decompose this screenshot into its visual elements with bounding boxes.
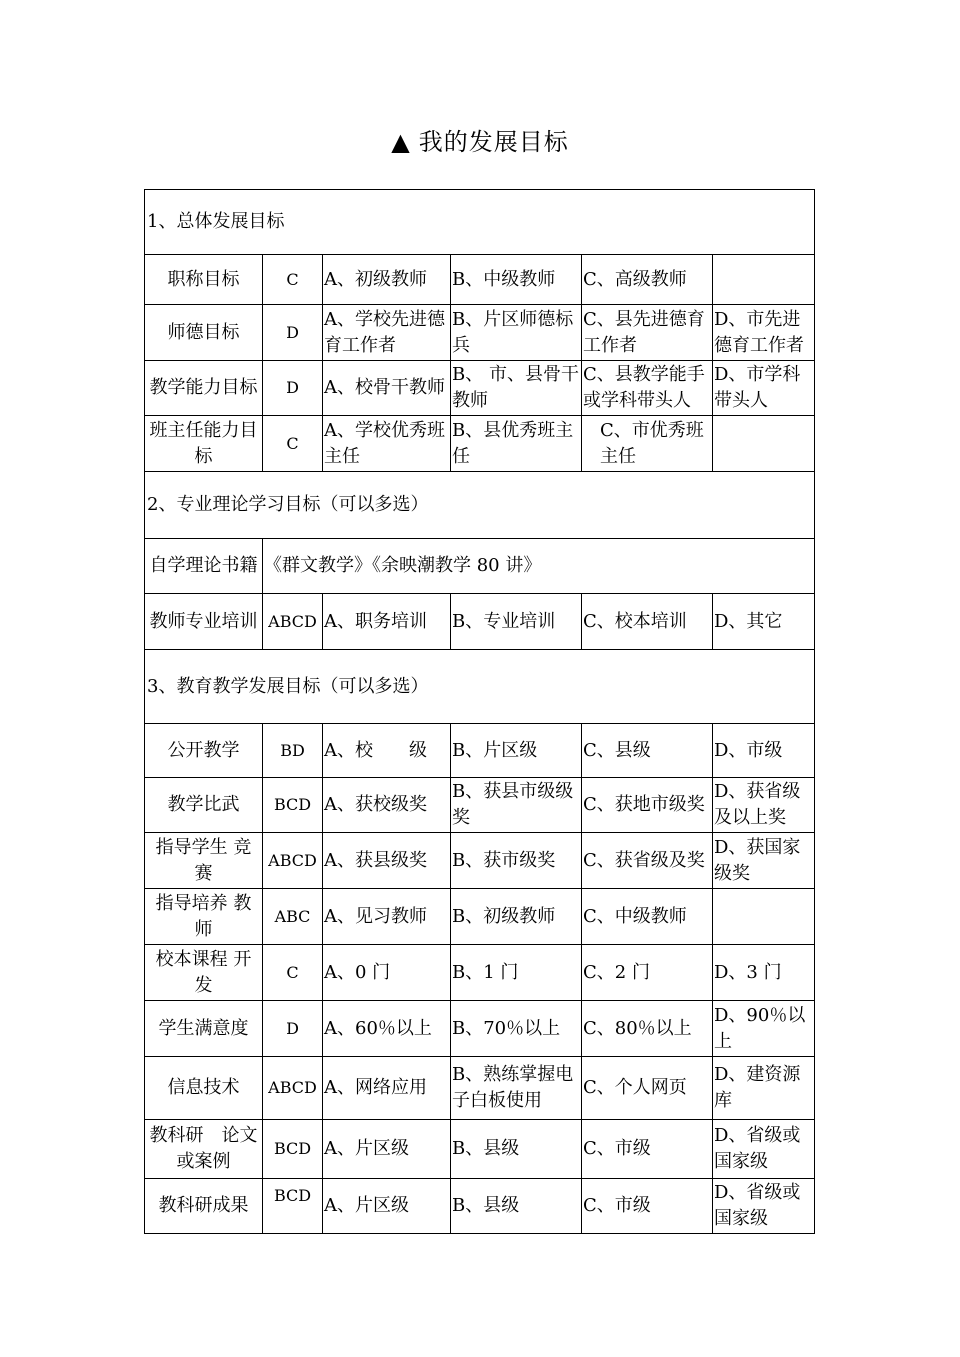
row-label: 指导学生 竞赛: [145, 833, 263, 889]
option-b: B、70％以上: [451, 1001, 582, 1057]
option-a: A、校骨干教师: [323, 361, 451, 416]
option-c: C、县教学能手或学科带头人: [582, 361, 713, 416]
option-c: C、校本培训: [582, 594, 713, 650]
table-row: [145, 255, 815, 305]
table-row: [145, 1179, 815, 1234]
option-b: B、县级: [451, 1179, 582, 1234]
selected-choice: BD: [263, 724, 323, 778]
option-a: A、获县级奖: [323, 833, 451, 889]
selected-choice: ABCD: [263, 1057, 323, 1120]
table-row: [145, 1057, 815, 1120]
row-label: 教科研成果: [145, 1179, 263, 1234]
table-row: [145, 305, 815, 361]
selected-choice: ABCD: [263, 594, 323, 650]
section-row: [145, 472, 815, 539]
option-a: A、校 级: [323, 724, 451, 778]
triangle-icon: ▲: [391, 128, 411, 156]
book-list: 《群文教学》《余映潮教学 80 讲》: [263, 539, 815, 594]
option-c: C、80％以上: [582, 1001, 713, 1057]
option-c: C、获地市级奖: [582, 778, 713, 833]
option-d: [713, 889, 815, 945]
option-c: C、高级教师: [582, 255, 713, 305]
table-row: [145, 416, 815, 472]
option-b: B、片区师德标兵: [451, 305, 582, 361]
option-a: A、见习教师: [323, 889, 451, 945]
row-label: 教学比武: [145, 778, 263, 833]
option-a: A、片区级: [323, 1120, 451, 1179]
table-row: [145, 833, 815, 889]
selected-choice: D: [263, 1001, 323, 1057]
row-label: 班主任能力目标: [145, 416, 263, 472]
option-d: [713, 255, 815, 305]
option-d: D、获国家级奖: [713, 833, 815, 889]
table-row: [145, 778, 815, 833]
option-b: B、获市级奖: [451, 833, 582, 889]
option-d: D、省级或国家级: [713, 1120, 815, 1179]
option-d: D、其它: [713, 594, 815, 650]
row-label: 校本课程 开发: [145, 945, 263, 1001]
row-label: 教学能力目标: [145, 361, 263, 416]
option-b: B、初级教师: [451, 889, 582, 945]
row-label: 公开教学: [145, 724, 263, 778]
table-row: [145, 945, 815, 1001]
option-c: C、县级: [582, 724, 713, 778]
option-c: C、市级: [582, 1179, 713, 1234]
option-d: D、90％以上: [713, 1001, 815, 1057]
option-b: B、专业培训: [451, 594, 582, 650]
option-c: C、县先进德育工作者: [582, 305, 713, 361]
row-label: 教科研 论文或案例: [145, 1120, 263, 1179]
option-a: A、获校级奖: [323, 778, 451, 833]
row-label: 信息技术: [145, 1057, 263, 1120]
option-c: C、2 门: [582, 945, 713, 1001]
table-row: [145, 1001, 815, 1057]
page-title-text: 我的发展目标: [418, 128, 569, 156]
selected-choice: ABCD: [263, 833, 323, 889]
table-row: [145, 724, 815, 778]
row-label: 师德目标: [145, 305, 263, 361]
selected-choice: C: [263, 416, 323, 472]
row-label: 学生满意度: [145, 1001, 263, 1057]
section-row: [145, 650, 815, 724]
selected-choice: D: [263, 305, 323, 361]
option-c: C、个人网页: [582, 1057, 713, 1120]
row-label: 教师专业培训: [145, 594, 263, 650]
option-d: D、市学科带头人: [713, 361, 815, 416]
selected-choice: C: [263, 945, 323, 1001]
option-b: B、 市、县骨干教师: [451, 361, 582, 416]
table-row: [145, 1120, 815, 1179]
table-row: [145, 361, 815, 416]
section-heading-3: 3、教育教学发展目标（可以多选）: [145, 650, 815, 724]
option-c: C、市级: [582, 1120, 713, 1179]
row-label: 自学理论书籍: [145, 539, 263, 594]
option-d: D、市先进德育工作者: [713, 305, 815, 361]
option-a: A、片区级: [323, 1179, 451, 1234]
selected-choice: ABC: [263, 889, 323, 945]
selected-choice: BCD: [263, 778, 323, 833]
table-row: [145, 539, 815, 594]
option-a: A、60％以上: [323, 1001, 451, 1057]
page-title: [0, 124, 960, 160]
option-a: A、网络应用: [323, 1057, 451, 1120]
option-a: A、学校先进德育工作者: [323, 305, 451, 361]
option-b: B、获县市级级奖: [451, 778, 582, 833]
option-b: B、中级教师: [451, 255, 582, 305]
section-heading-2: 2、专业理论学习目标（可以多选）: [145, 472, 815, 539]
option-d: D、市级: [713, 724, 815, 778]
row-label: 职称目标: [145, 255, 263, 305]
option-a: A、职务培训: [323, 594, 451, 650]
section-row: [145, 190, 815, 255]
selected-choice: BCD: [263, 1179, 323, 1234]
table-row: [145, 889, 815, 945]
option-c: C、获省级及奖: [582, 833, 713, 889]
option-d: D、获省级及以上奖: [713, 778, 815, 833]
option-b: B、熟练掌握电子白板使用: [451, 1057, 582, 1120]
option-d: [713, 416, 815, 472]
option-c: C、市优秀班主任: [582, 416, 713, 472]
option-b: B、1 门: [451, 945, 582, 1001]
option-a: A、学校优秀班主任: [323, 416, 451, 472]
option-b: B、县级: [451, 1120, 582, 1179]
option-d: D、建资源库: [713, 1057, 815, 1120]
selected-choice: C: [263, 255, 323, 305]
option-b: B、片区级: [451, 724, 582, 778]
option-d: D、省级或国家级: [713, 1179, 815, 1234]
option-c: C、中级教师: [582, 889, 713, 945]
section-heading-1: 1、总体发展目标: [145, 190, 815, 255]
selected-choice: BCD: [263, 1120, 323, 1179]
option-a: A、0 门: [323, 945, 451, 1001]
table-row: [145, 594, 815, 650]
option-b: B、县优秀班主任: [451, 416, 582, 472]
option-a: A、初级教师: [323, 255, 451, 305]
option-d: D、3 门: [713, 945, 815, 1001]
row-label: 指导培养 教师: [145, 889, 263, 945]
development-goals-table: [144, 189, 815, 1234]
selected-choice: D: [263, 361, 323, 416]
